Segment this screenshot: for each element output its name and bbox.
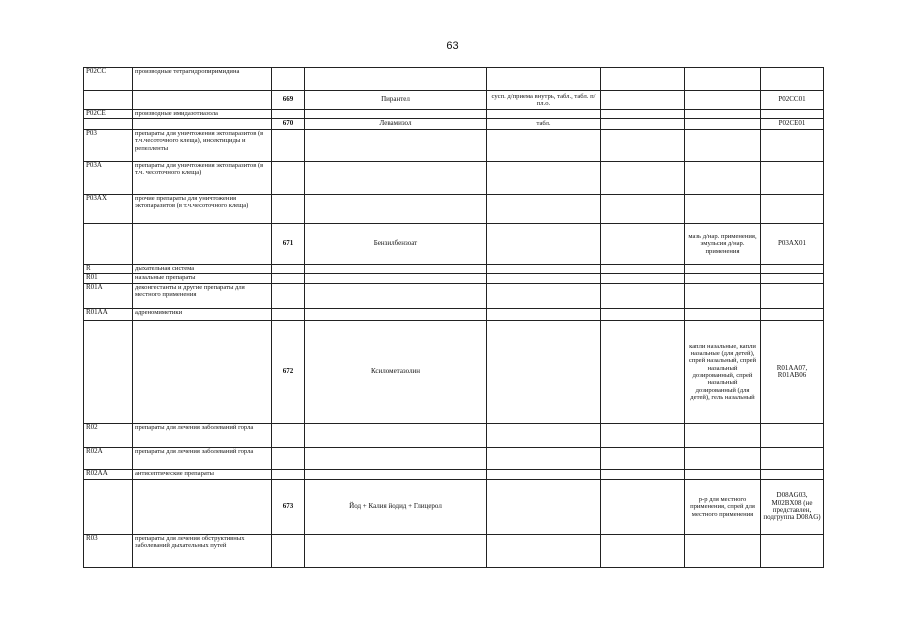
cell-desc: [133, 321, 272, 424]
cell-desc: [133, 91, 272, 110]
cell-atc: P03: [84, 130, 133, 162]
cell-form1: [487, 480, 601, 535]
cell-form1: [487, 68, 601, 91]
cell-form3: [685, 309, 761, 321]
cell-desc: [133, 119, 272, 130]
table-row: [84, 470, 824, 480]
table-row: [84, 480, 824, 535]
cell-desc: прочие препараты для уничтожения эктопаразитов (в т.ч.чесоточного клеща): [133, 195, 272, 224]
cell-form3: мазь д/нар. применения, эмульсия д/нар. применения: [685, 224, 761, 265]
cell-desc: адреномиметики: [133, 309, 272, 321]
cell-name: [305, 284, 487, 309]
cell-form1: табл.: [487, 119, 601, 130]
cell-atc: [84, 224, 133, 265]
cell-form3: [685, 130, 761, 162]
cell-atc: P03AX: [84, 195, 133, 224]
cell-code: [761, 162, 824, 195]
cell-form2: [601, 224, 685, 265]
cell-form2: [601, 110, 685, 119]
cell-form1: [487, 130, 601, 162]
cell-atc: [84, 480, 133, 535]
cell-code: [761, 424, 824, 448]
cell-atc: R02A: [84, 448, 133, 470]
cell-name: [305, 130, 487, 162]
page-number: 63: [446, 40, 459, 52]
table-row: [84, 224, 824, 265]
cell-form1: [487, 535, 601, 568]
table-row: [84, 535, 824, 568]
table-row: [84, 424, 824, 448]
cell-form3: [685, 119, 761, 130]
cell-form1: [487, 321, 601, 424]
cell-form3: р-р для местного применения, спрей для местного применения: [685, 480, 761, 535]
cell-code: D08AG03, M02BX08 (не представлен, подгруппа D08AG): [761, 480, 824, 535]
cell-desc: препараты для лечения заболеваний горла: [133, 424, 272, 448]
cell-desc: препараты для лечения обструктивных заболеваний дыхательных путей: [133, 535, 272, 568]
cell-num: [272, 130, 305, 162]
cell-code: [761, 448, 824, 470]
cell-atc: R03: [84, 535, 133, 568]
cell-num: [272, 284, 305, 309]
cell-desc: дыхательная система: [133, 265, 272, 274]
cell-atc: P02CC: [84, 68, 133, 91]
cell-name: [305, 309, 487, 321]
cell-form2: [601, 119, 685, 130]
cell-code: P02CE01: [761, 119, 824, 130]
cell-form3: [685, 265, 761, 274]
cell-form2: [601, 448, 685, 470]
cell-form2: [601, 130, 685, 162]
cell-form3: [685, 110, 761, 119]
cell-atc: P02CE: [84, 110, 133, 119]
cell-form1: [487, 195, 601, 224]
table-row: [84, 162, 824, 195]
cell-form2: [601, 535, 685, 568]
cell-name: [305, 195, 487, 224]
cell-name: [305, 470, 487, 480]
cell-name: [305, 110, 487, 119]
cell-num: [272, 195, 305, 224]
table-row: [84, 119, 824, 130]
table-row: [84, 110, 824, 119]
cell-num: [272, 68, 305, 91]
cell-form3: [685, 162, 761, 195]
cell-form3: капли назальные, капли назальные (для детей), спрей назальный, спрей назальный дозированный, спрей назальный дозированный (для детей), гель назальный: [685, 321, 761, 424]
cell-num: [272, 424, 305, 448]
cell-form1: сусп. д/приема внутрь, табл., табл. п/пл.о.: [487, 91, 601, 110]
cell-form3: [685, 284, 761, 309]
cell-form2: [601, 265, 685, 274]
cell-atc: [84, 119, 133, 130]
table-row: [84, 91, 824, 110]
cell-form1: [487, 470, 601, 480]
cell-num: [272, 448, 305, 470]
cell-num: [272, 162, 305, 195]
cell-atc: [84, 321, 133, 424]
cell-atc: [84, 91, 133, 110]
cell-desc: деконгестанты и другие препараты для местного применения: [133, 284, 272, 309]
cell-form3: [685, 470, 761, 480]
cell-num: [272, 265, 305, 274]
cell-code: [761, 110, 824, 119]
cell-form2: [601, 284, 685, 309]
cell-name: [305, 68, 487, 91]
cell-form3: [685, 448, 761, 470]
table-row: [84, 448, 824, 470]
cell-form2: [601, 424, 685, 448]
cell-atc: R: [84, 265, 133, 274]
cell-atc: R01A: [84, 284, 133, 309]
cell-num: [272, 470, 305, 480]
cell-code: [761, 274, 824, 284]
cell-name: [305, 162, 487, 195]
cell-form2: [601, 195, 685, 224]
cell-num: 670: [272, 119, 305, 130]
table-row: [84, 284, 824, 309]
cell-code: [761, 284, 824, 309]
cell-num: 669: [272, 91, 305, 110]
cell-desc: [133, 480, 272, 535]
cell-form1: [487, 162, 601, 195]
cell-atc: R01: [84, 274, 133, 284]
cell-num: 672: [272, 321, 305, 424]
cell-code: [761, 130, 824, 162]
cell-name: [305, 274, 487, 284]
cell-form2: [601, 321, 685, 424]
cell-code: P02CC01: [761, 91, 824, 110]
cell-desc: препараты для уничтожения эктопаразитов (в т.ч. чесоточного клеща): [133, 162, 272, 195]
table-row: [84, 265, 824, 274]
cell-form1: [487, 274, 601, 284]
cell-num: 671: [272, 224, 305, 265]
cell-name: Ксилометазолин: [305, 321, 487, 424]
cell-code: [761, 309, 824, 321]
cell-num: [272, 274, 305, 284]
cell-form1: [487, 224, 601, 265]
cell-form3: [685, 274, 761, 284]
cell-form3: [685, 195, 761, 224]
cell-form2: [601, 162, 685, 195]
cell-desc: препараты для лечения заболеваний горла: [133, 448, 272, 470]
cell-name: Левамизол: [305, 119, 487, 130]
cell-code: [761, 265, 824, 274]
cell-form2: [601, 274, 685, 284]
cell-form1: [487, 265, 601, 274]
cell-form1: [487, 309, 601, 321]
cell-form1: [487, 424, 601, 448]
cell-name: [305, 448, 487, 470]
cell-desc: производные тетрагидропиримидина: [133, 68, 272, 91]
table-row: [84, 195, 824, 224]
cell-name: [305, 265, 487, 274]
cell-atc: R01AA: [84, 309, 133, 321]
cell-form2: [601, 68, 685, 91]
cell-form3: [685, 68, 761, 91]
cell-form1: [487, 110, 601, 119]
cell-num: [272, 535, 305, 568]
table-row: [84, 321, 824, 424]
cell-name: Бензилбензоат: [305, 224, 487, 265]
cell-code: [761, 535, 824, 568]
cell-atc: P03A: [84, 162, 133, 195]
cell-name: Пирантел: [305, 91, 487, 110]
cell-num: [272, 110, 305, 119]
table-row: [84, 68, 824, 91]
cell-desc: [133, 224, 272, 265]
cell-form3: [685, 91, 761, 110]
cell-form1: [487, 284, 601, 309]
cell-code: P03AX01: [761, 224, 824, 265]
cell-name: Йод + Калия йодид + Глицерол: [305, 480, 487, 535]
table-row: [84, 130, 824, 162]
cell-form2: [601, 91, 685, 110]
cell-code: [761, 68, 824, 91]
cell-num: [272, 309, 305, 321]
cell-atc: R02AA: [84, 470, 133, 480]
drug-table: [83, 67, 824, 568]
cell-form2: [601, 480, 685, 535]
cell-num: 673: [272, 480, 305, 535]
cell-atc: R02: [84, 424, 133, 448]
cell-form1: [487, 448, 601, 470]
cell-desc: препараты для уничтожения эктопаразитов (в т.ч.чесоточного клеща), инсектициды и репелленты: [133, 130, 272, 162]
cell-desc: антисептические препараты: [133, 470, 272, 480]
cell-name: [305, 424, 487, 448]
cell-desc: назальные препараты: [133, 274, 272, 284]
cell-code: [761, 470, 824, 480]
cell-form3: [685, 424, 761, 448]
cell-desc: производные имидазотиазола: [133, 110, 272, 119]
cell-name: [305, 535, 487, 568]
table-row: [84, 309, 824, 321]
cell-form2: [601, 309, 685, 321]
cell-code: R01AA07, R01AB06: [761, 321, 824, 424]
cell-form2: [601, 470, 685, 480]
cell-code: [761, 195, 824, 224]
cell-form3: [685, 535, 761, 568]
table-row: [84, 274, 824, 284]
